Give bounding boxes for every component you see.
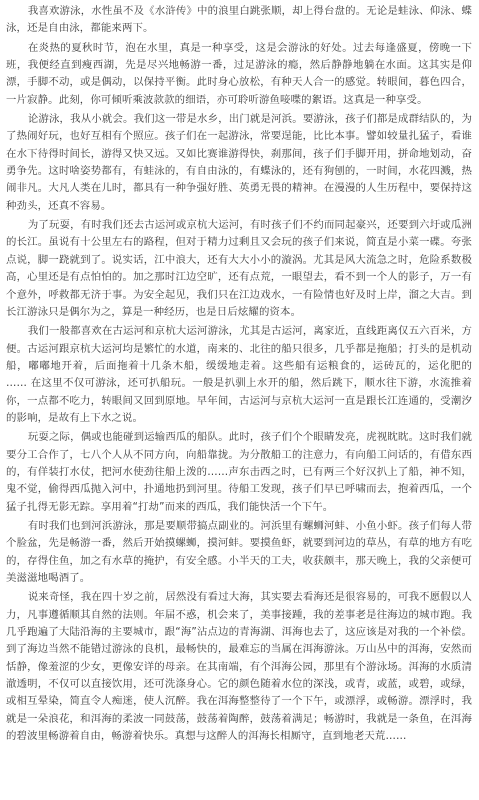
article-paragraph-4: 为了玩耍，有时我们还去古运河或京杭大运河，有时孩子们不约而同起豪兴，还要到六圩或瓜洲的长江。虽说有十公里左右的路程，但对于精力过剩且又会玩的孩子们来说，简直是小菜一碟。夸张点说，脚一跷就到了。说实话，江中浪大，还有大大小小的漩涡。尤其是风大流急之时，危险系数极高，心里还是有点怕怕的。加之那时江边空旷，还有点荒，一眼望去，看不到一个人的影子，万一有个意外，呼救都无济于事。为安全起见，我们只在江边戏水，一有险情也好及时上岸，溜之大吉。到长江游泳只是偶尔为之，算是一种经历，也是日后炫耀的资本。 — [6, 219, 472, 318]
article-paragraph-7: 有时我们也到河浜游泳，那是要顺带搞点副业的。河浜里有螺蛳河蚌、小鱼小虾。孩子们每人带个脸盆，先是畅游一番，然后开始摸螺蛳，摸河蚌。要摸鱼虾，就要到河边的草丛，有草的地方有吃的，存得住鱼，加之有水草的掩护，有安全感。小半天的工夫，收获颇丰，那天晚上，我的父亲便可美滋滋地喝酒了。 — [6, 519, 472, 584]
article-paragraph-8: 说来奇怪，我在四十岁之前，居然没有看过大海，其实要去看海还是很容易的，可我不愿假以人力，凡事遵循顺其自然的法则。年届不惑，机会来了，美事接踵，我的差事老是往海边的城市跑。我几乎跑遍了大陆沿海的主要城市，跟“海”沾点边的青海湖、洱海也去了，这应该是对我的一个补偿。到了海边当然不能错过游泳的良机，最畅快的，最难忘的当属在洱海游泳。万山丛中的洱海，安然而恬静，像羞涩的少女，更像安详的母亲。在其南端，有个洱海公园，那里有个游泳场。洱海的水质清澈透明，不仅可以直接饮用，还可洗涤身心。它的颜色随着水位的深浅，或青，或蓝，或碧，或绿，或相互晕染，简直令人痴迷，使人沉醉。我在洱海整整待了一个下午，或漂浮，或畅游。漂浮时，我就是一朵浪花，和洱海的柔波一同鼓荡，鼓荡着陶醉，鼓荡着满足；畅游时，我就是一条鱼，在洱海的碧波里畅游着自由，畅游着快乐。真想与这醉人的洱海长相厮守，直到地老天荒…… — [6, 591, 472, 743]
article-paragraph-3: 论游泳，我从小就会。我们这一带是水乡，出门就是河浜。要游泳，孩子们都是成群结队的，为了热闹好玩，也好互相有个照应。孩子们在一起游泳，常要逞能，比比本事。譬如较量扎猛子，看谁在水下待得时间长，游得又快又远。又如比赛谁游得快，刹那间，孩子们手脚开用，拼命地划动，奋勇争先。这时啥姿势都有，有蛙泳的，有自由泳的，有蝶泳的，还有狗刨的，一时间，水花四溅，热闹非凡。大凡人类在儿时，都具有一种争强好胜、英勇无畏的精神。在漫漫的人生历程中，要保持这种劲头，还真不容易。 — [6, 113, 472, 212]
article-paragraph-1: 我喜欢游泳，水性虽不及《水浒传》中的浪里白跳张顺，却上得台盘的。无论是蛙泳、仰泳、蝶泳，还是自由泳，都能来两下。 — [6, 5, 472, 35]
article-paragraph-6: 玩耍之际，偶或也能碰到运输西瓜的船队。此时，孩子们个个眼睛发亮，虎视眈眈。这时我们就要分工合作了，七八个人从不同方向，向船靠拢。为分散船工的注意力，有向船工问话的，有借东西的，有佯装打水仗，把河水使劲往船上泼的……声东击西之时，已有两三个好汉扒上了船，神不知，鬼不觉，偷得西瓜抛入河中，扑通地扔到河里。待船工发现，孩子们早已呼啸而去，抱着西瓜，一个猛子扎得无影无踪。享用着“打劫”而来的西瓜，我们能快活一个下午。 — [6, 431, 472, 513]
article-paragraph-5: 我们一般都喜欢在古运河和京杭大运河游泳，尤其是古运河，离家近，直线距离仅五六百米，方便。古运河跟京杭大运河均是繁忙的水道，南来的、北往的船只很多，几乎都是拖船；打头的是机动船，嘟嘟地开着，后面拖着十几条木船，缓缓地走着。这些船有运粮食的，运砖瓦的，运化肥的 …… 在这里不仅可游泳，还可扒船玩。一般是扒驯上水开的船，然后跳下，顺水往下游，水流推着你，一点都不吃力，转眼间又回到原地。早年间，古运河与京杭大运河一直是跟长江连通的，受潮汐的影响，是故有上下水之说。 — [6, 325, 472, 424]
article-paragraph-2: 在炎热的夏秋时节，泡在水里，真是一种享受，这是会游泳的好处。过去每逢盛夏，傍晚一下班，我便经直到瘦西湖，先是尽兴地畅游一番，过足游泳的瘾，然后静静地躺在水面。这其实是仰漂，手脚不动，或是偶动，以保持平衡。此时身心放松，有种天人合一的感觉。转眼间，暮色四合，一片寂静。此刻，你可倾听乘波款款的细语，亦可聆听游鱼唼喋的絮语。这真是一种享受。 — [6, 41, 472, 106]
